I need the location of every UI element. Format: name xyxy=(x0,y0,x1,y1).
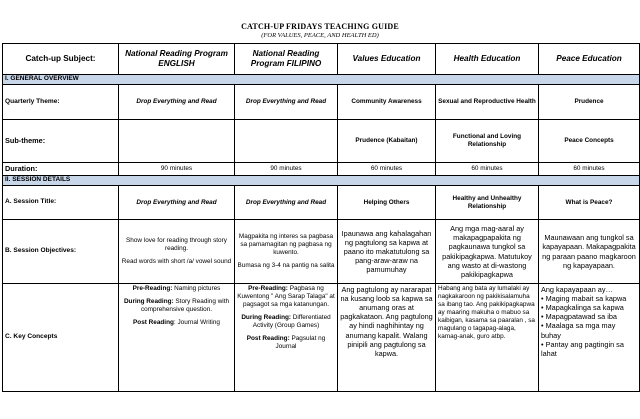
row-label: Sub-theme: xyxy=(3,120,119,163)
section-general-overview xyxy=(3,75,640,85)
cell-english xyxy=(119,120,235,163)
row-label: Quarterly Theme: xyxy=(3,85,119,120)
objective-filipino-2: Bumasa ng 3-4 na pantig na salita xyxy=(237,262,335,269)
teaching-guide-table xyxy=(2,43,640,392)
cell-values: Helping Others xyxy=(338,186,436,220)
cell-peace: What is Peace? xyxy=(539,186,640,220)
cell-english xyxy=(119,284,235,392)
header-row xyxy=(3,44,640,75)
peace-bullet: • Pantay ang pagtingin sa lahat xyxy=(541,339,624,358)
row-key-concepts xyxy=(3,284,640,392)
cell-filipino: Drop Everything and Read xyxy=(235,186,338,220)
cell-health: Functional and Loving Relationship xyxy=(436,120,539,163)
concept-english-pre: Pre-Reading: Naming pictures xyxy=(132,285,221,292)
header-english: National Reading Program ENGLISH xyxy=(119,44,235,75)
cell-values: Prudence (Kabaitan) xyxy=(338,120,436,163)
peace-bullet: • Maalaga sa mga may buhay xyxy=(541,321,616,340)
row-duration xyxy=(3,163,640,176)
section-title: II. SESSION DETAILS xyxy=(3,176,640,186)
row-label: B. Session Objectives: xyxy=(3,220,119,284)
cell-english: Drop Everything and Read xyxy=(119,85,235,120)
concept-filipino-post: Post Reading: Pagsulat ng Journal xyxy=(246,335,326,350)
cell-filipino xyxy=(235,220,338,284)
peace-bullet: • Mapagkalinga sa kapwa xyxy=(541,303,624,313)
cell-values: Ang pagtulong ay nararapat na kusang loob sa kapwa sa anumang oras at pagkakataon. Ang pagtulong ay hindi naghihintay ng anumang kapalit. Walang pinipili ang pagtulong sa kapwa. xyxy=(338,284,436,392)
cell-filipino: Drop Everything and Read xyxy=(235,85,338,120)
document-subtitle: (FOR VALUES, PEACE, AND HEALTH ED) xyxy=(261,32,379,39)
row-sub-theme xyxy=(3,120,640,163)
header-peace: Peace Education xyxy=(539,44,640,75)
cell-peace: Prudence xyxy=(539,85,640,120)
cell-english: 90 minutes xyxy=(119,163,235,176)
section-session-details xyxy=(3,176,640,186)
concept-english-during: During Reading: Story Reading with comprehensive question. xyxy=(123,298,230,313)
header-label: Catch-up Subject: xyxy=(3,44,119,75)
concept-filipino-during: During Reading: Differentiated Activity (Group Games) xyxy=(241,314,331,329)
objective-english-1: Show love for reading through story reading. xyxy=(126,237,227,252)
cell-peace: Peace Concepts xyxy=(539,120,640,163)
cell-english xyxy=(119,220,235,284)
row-label: A. Session Title: xyxy=(3,186,119,220)
cell-health: 60 minutes xyxy=(436,163,539,176)
concept-english-post: Post Reading: Journal Writing xyxy=(133,319,220,326)
peace-bullet: • Mapagpatawad sa iba xyxy=(541,312,617,322)
cell-peace: Maunawaan ang tungkol sa kapayapaan. Makapagpakita ng paraan paano magkaroon ng kapayapaan. xyxy=(539,220,640,284)
cell-health: Sexual and Reproductive Health xyxy=(436,85,539,120)
cell-health: Ang mga mag-aaral ay makapagpapakita ng pagkaunawa tungkol sa pakikipagkapwa. Matutukoy ang wasto at di-wastong pakikipagkapwa xyxy=(436,220,539,284)
header-health: Health Education xyxy=(436,44,539,75)
header-values: Values Education xyxy=(338,44,436,75)
cell-english: Drop Everything and Read xyxy=(119,186,235,220)
concept-filipino-pre: Pre-Reading: Pagbasa ng Kuwentong " Ang Sarap Talaga" at pagsagot sa mga katanungan. xyxy=(237,285,335,308)
row-session-objectives xyxy=(3,220,640,284)
objective-filipino-1: Magpakita ng interes sa pagbasa sa pamamagitan ng pagbasa ng kuwento. xyxy=(238,233,334,256)
cell-values: 60 minutes xyxy=(338,163,436,176)
cell-peace: 60 minutes xyxy=(539,163,640,176)
cell-values: Ipaunawa ang kahalagahan ng pagtulong sa kapwa at paano ito makatutulong sa pang-araw-araw na pamumuhay xyxy=(338,220,436,284)
cell-filipino xyxy=(235,120,338,163)
document-title: CATCH-UP FRIDAYS TEACHING GUIDE xyxy=(241,22,399,31)
row-quarterly-theme xyxy=(3,85,640,120)
peace-intro: Ang kapayapaan ay… xyxy=(541,285,613,294)
peace-bullet: • Maging mabait sa kapwa xyxy=(541,294,627,304)
row-label: C. Key Concepts xyxy=(3,284,119,392)
header-filipino: National Reading Program FILIPINO xyxy=(235,44,338,75)
cell-health: Healthy and Unhealthy Relationship xyxy=(436,186,539,220)
section-title: I. GENERAL OVERVIEW xyxy=(3,75,640,85)
cell-health: Habang ang bata ay lumalaki ay nagkakaroon ng pakikisalamuha sa ibang tao. Ang pakikipagkapwa ay maaring makuha o mabuo sa kaibigan, kasama sa paaralan , sa magulang o tagapag-alaga, kamag-anak, guro atbp. xyxy=(436,284,539,392)
cell-filipino: 90 minutes xyxy=(235,163,338,176)
row-label: Duration: xyxy=(3,163,119,176)
objective-english-2: Read words with short /a/ vowel sound xyxy=(121,258,232,265)
cell-filipino xyxy=(235,284,338,392)
cell-values: Community Awareness xyxy=(338,85,436,120)
row-session-title xyxy=(3,186,640,220)
cell-peace xyxy=(539,284,640,392)
